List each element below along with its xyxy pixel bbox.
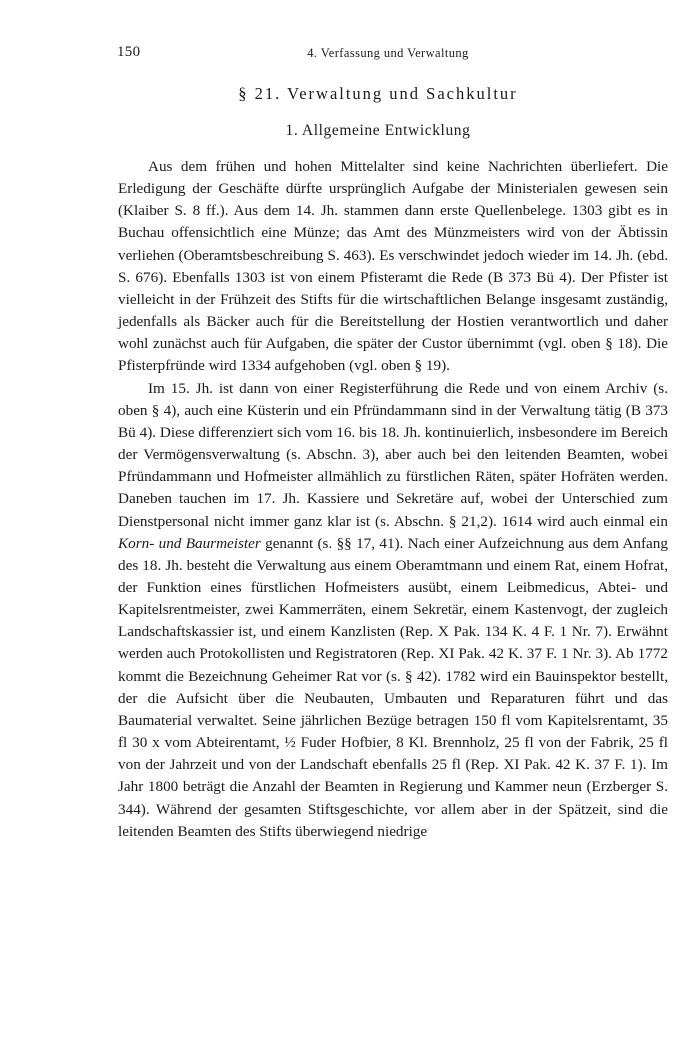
page-number: 150	[117, 44, 141, 60]
section-heading: § 21. Verwaltung und Sachkultur	[238, 84, 518, 103]
paragraph-2	[118, 378, 668, 843]
paragraph-2-part-1: Im 15. Jh. ist dann von einer Registerführung die Rede und von einem Archiv (s. oben § 4), auch eine Küsterin und ein Pfründammann sind in der Verwaltung tätig (B 373 Bü 4). Diese differenziert sich vom 16. bis 18. Jh. kontinuierlich, insbesondere im Bereich der Vermögensverwaltung (s. Abschn. 3), aber auch bei den leitenden Beamten, wobei Pfründammann und Hofmeister allmählich zu fürstlichen Räten, später Hofräten werden. Daneben tauchen im 17. Jh. Kassiere und Sekretäre auf, wobei der Unterschied zum Dienstpersonal nicht immer ganz klar ist (s. Abschn. § 21,2). 1614 wird auch einmal ein	[118, 379, 668, 530]
sub-heading: 1. Allgemeine Entwicklung	[285, 122, 471, 139]
running-head: 4. Verfassung und Verwaltung	[307, 46, 469, 60]
body-text	[118, 156, 668, 843]
paragraph-1: Aus dem frühen und hohen Mittelalter sind keine Nachrichten überliefert. Die Erledigung der Geschäfte dürfte ursprünglich Aufgabe der Ministerialen gewesen sein (Klaiber S. 8 ff.). Aus dem 14. Jh. stammen dann erste Quellenbelege. 1303 gibt es in Buchau offensichtlich eine Münze; das Amt des Münzmeisters wird von der Äbtissin verliehen (Oberamtsbeschreibung S. 463). Es verschwindet jedoch wieder im 14. Jh. (ebd. S. 676). Ebenfalls 1303 ist von einem Pfisteramt die Rede (B 373 Bü 4). Der Pfister ist vielleicht in der Frühzeit des Stifts für die wirtschaftlichen Belange insgesamt zuständig, jedenfalls als Bäcker auch für die Bereitstellung der Hostien verantwortlich und daher wohl zunächst auch für Aufgaben, die später der Custor übernimmt (vgl. oben § 18). Die Pfisterpfründe wird 1334 aufgehoben (vgl. oben § 19).	[118, 158, 668, 375]
paragraph-2-emphasis: Korn- und Baurmeister	[118, 534, 261, 552]
paragraph-2-part-2: genannt (s. §§ 17, 41). Nach einer Aufzeichnung aus dem Anfang des 18. Jh. besteht die Verwaltung aus einem Oberamtmann und einem Rat, einem Hofrat, der Funktion eines fürstlichen Hofmeisters ausübt, einem Leibmedicus, Abtei- und Kapitelsrentmeister, zwei Kammerräten, einem Sekretär, einem Kastenvogt, der zugleich Landschaftskassier ist, und einem Kanzlisten (Rep. X Pak. 134 K. 4 F. 1 Nr. 7). Erwähnt werden auch Protokollisten und Registratoren (Rep. XI Pak. 42 K. 37 F. 1 Nr. 3). Ab 1772 kommt die Bezeichnung Geheimer Rat vor (s. § 42). 1782 wird ein Bauinspektor bestellt, der die Aufsicht über die Neubauten, Umbauten und Reparaturen führt und das Baumaterial verwaltet. Seine jährlichen Bezüge betragen 150 fl vom Kapitelsrentamt, 35 fl 30 x vom Abteirentamt, ½ Fuder Hofbier, 8 Kl. Brennholz, 25 fl von der Fabrik, 25 fl von der Jahrzeit und von der Landschaft ebenfalls 25 fl (Rep. XI Pak. 42 K. 37 F. 1). Im Jahr 1800 beträgt die Anzahl der Beamten in Regierung und Kammer neun (Erzberger S. 344). Während der gesamten Stiftsgeschichte, vor allem aber in der Spätzeit, sind die leitenden Beamten des Stifts überwiegend niedrige	[118, 534, 668, 840]
